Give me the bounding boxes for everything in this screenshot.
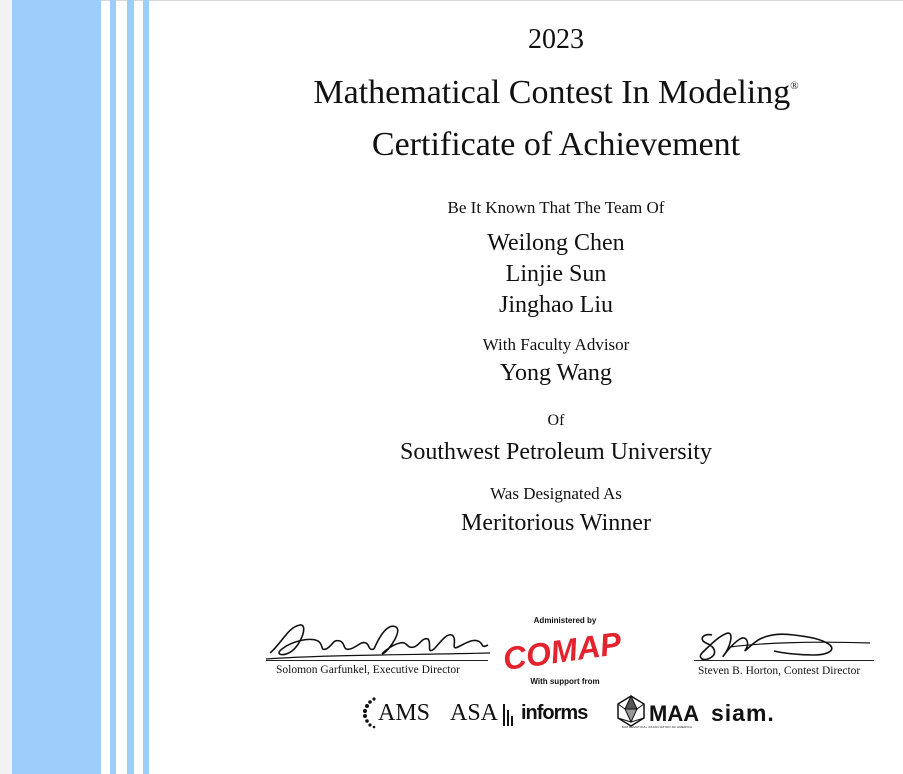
informs-logo: informs [521,702,588,724]
institution-name: Southwest Petroleum University [400,439,712,465]
ams-dots-icon [360,696,378,728]
maa-logo: MAA [649,701,700,726]
siam-logo: siam. [711,700,775,726]
contest-director-caption: Steven B. Horton, Contest Director [698,665,861,677]
ams-logo: AMS [378,700,431,726]
asa-bars-icon [503,702,515,728]
designation-label: Was Designated As [490,484,622,503]
team-member: Linjie Sun [505,261,607,287]
registered-mark: ® [790,79,799,92]
comap-logo [500,624,624,678]
advisor-label: With Faculty Advisor [482,335,630,354]
support-label: With support from [530,677,600,686]
certificate-title: Certificate of Achievement [371,126,741,163]
contest-name-line [262,74,850,112]
signature-line-left [266,660,488,661]
contest-name: Mathematical Contest In Modeling [313,74,791,111]
asa-logo: ASA [450,700,499,726]
comap-logo-text: COMAP [500,624,624,678]
administered-by-label: Administered by [533,616,597,625]
advisor-name: Yong Wang [500,360,612,386]
of-label: Of [547,412,565,429]
intro-line: Be It Known That The Team Of [447,198,665,217]
certificate-year: 2023 [528,24,584,55]
top-divider [0,0,903,1]
executive-director-signature-block [262,615,492,685]
left-margin [0,0,12,774]
team-member: Weilong Chen [487,230,625,256]
team-member: Jinghao Liu [499,292,613,318]
executive-director-caption: Solomon Garfunkel, Executive Director [276,664,460,676]
maa-subtitle: MATHEMATICAL ASSOCIATION OF AMERICA [622,725,693,729]
maa-icosahedron-icon [616,695,646,727]
award-title: Meritorious Winner [461,510,651,536]
decorative-border-main [12,0,101,774]
executive-director-signature [262,615,492,665]
decorative-border-stripe-2 [127,0,134,774]
signature-line-right [694,660,874,661]
decorative-border-stripe-3 [143,0,149,774]
contest-director-signature-block [690,625,880,685]
decorative-border-stripe-1 [110,0,116,774]
